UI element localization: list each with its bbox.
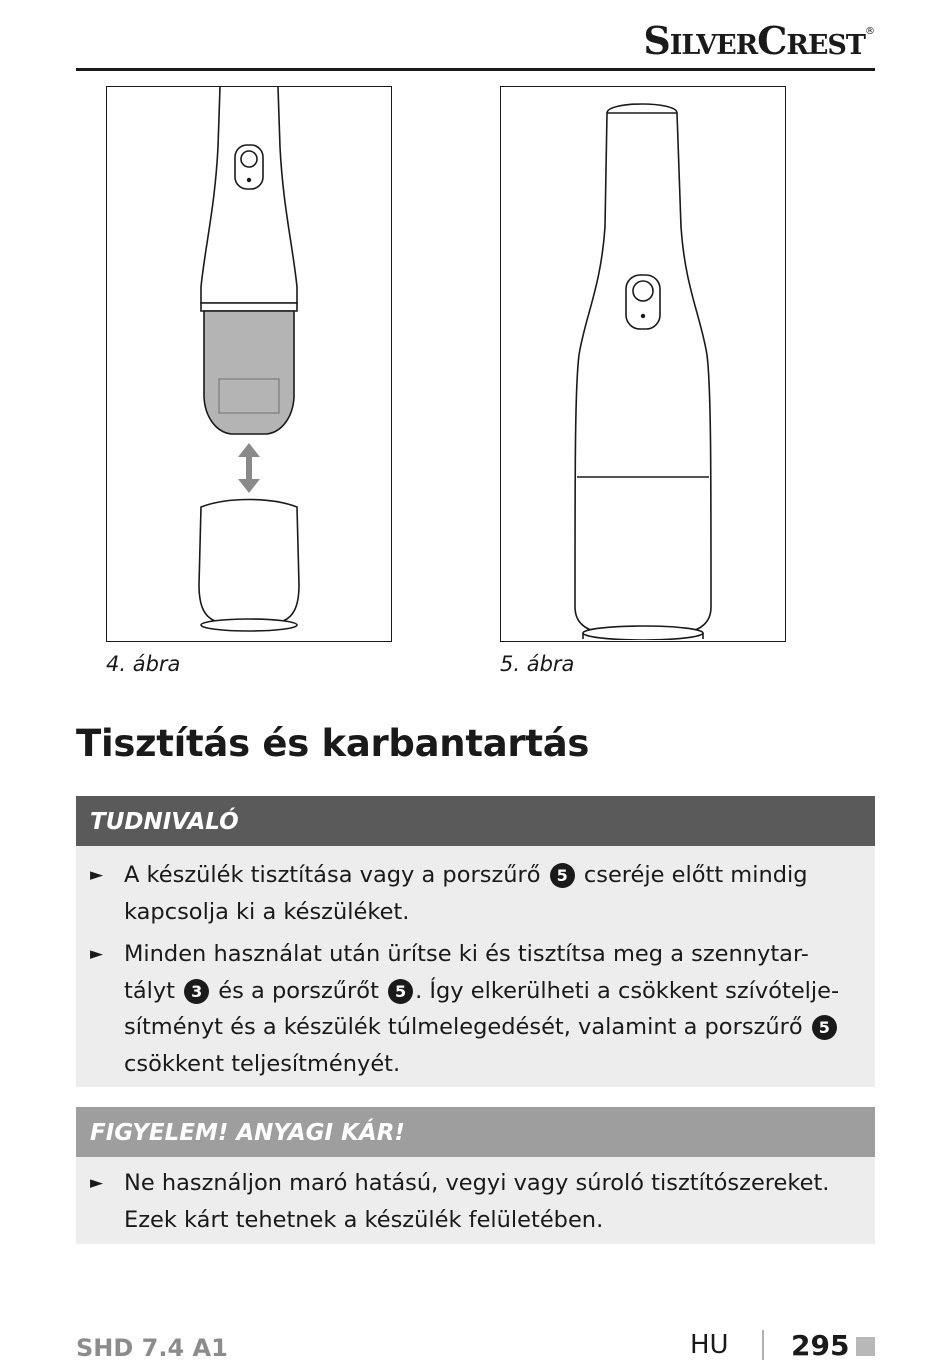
text-line: Ne használjon maró hatású, vegyi vagy súroló tisztítószereket. <box>124 1170 830 1196</box>
brand-logo: SilverCrest® <box>643 18 874 63</box>
bullet-arrow-icon: ► <box>90 1173 104 1193</box>
text-line: Ezek kárt tehetnek a készülék felületében. <box>124 1206 604 1233</box>
part-number-badge: 3 <box>184 979 209 1004</box>
text-span: . Így elkerülheti a csökkent szívótelje- <box>415 977 840 1004</box>
warning-box-title: FIGYELEM! ANYAGI KÁR! <box>76 1107 875 1157</box>
text-span: A készülék tisztítása vagy a porszűrő <box>124 862 548 888</box>
page-number: 295 <box>791 1329 850 1362</box>
figure-5-caption: 5. ábra <box>500 652 575 676</box>
text-span: tályt <box>124 977 183 1004</box>
text-span: és a porszűrőt <box>211 977 387 1004</box>
page-marker-square <box>856 1337 875 1356</box>
figure-4-caption: 4. ábra <box>106 652 181 676</box>
vacuum-disassembled-drawing <box>107 87 390 640</box>
part-number-badge: 5 <box>550 863 575 888</box>
footer-divider <box>762 1330 764 1360</box>
figure-4-illustration <box>106 86 392 642</box>
bullet-arrow-icon: ► <box>90 865 104 885</box>
footer-model: SHD 7.4 A1 <box>76 1334 228 1362</box>
text-span: sítményt és a készülék túlmelegedését, valamint a porszűrő <box>124 1014 810 1040</box>
warning-box-body <box>76 1157 875 1244</box>
part-number-badge: 5 <box>388 979 413 1004</box>
vacuum-assembled-drawing <box>501 87 784 640</box>
note-box-body <box>76 846 875 1087</box>
text-line: Minden használat után ürítse ki és tisztítsa meg a szennytar- <box>124 941 809 967</box>
figure-5-illustration <box>500 86 786 642</box>
bullet-arrow-icon: ► <box>90 944 104 964</box>
text-span: cseréje előtt mindig <box>576 862 808 888</box>
part-number-badge: 5 <box>812 1015 837 1040</box>
footer-language: HU <box>690 1330 729 1360</box>
section-title: Tisztítás és karbantartás <box>76 722 590 765</box>
header-rule <box>76 68 875 71</box>
text-line: csökkent teljesítményét. <box>124 1050 401 1077</box>
note-box-title: TUDNIVALÓ <box>76 796 875 846</box>
text-line: kapcsolja ki a készüléket. <box>124 898 410 925</box>
